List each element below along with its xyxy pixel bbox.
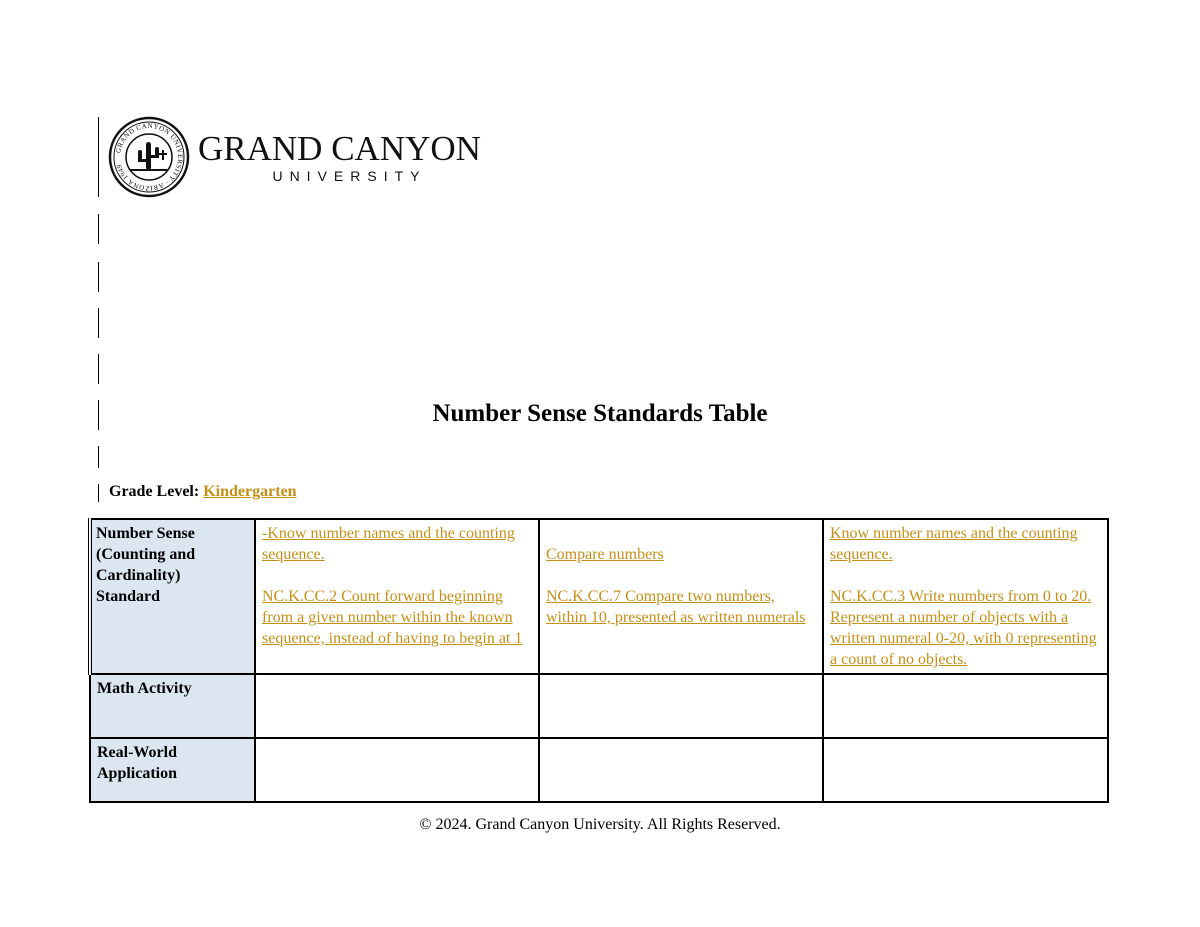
grade-level-value: Kindergarten bbox=[203, 483, 297, 500]
row-header-real-world: Real-World Application bbox=[90, 738, 255, 802]
standards-table bbox=[88, 518, 1109, 803]
standard-text: NC.K.CC.7 Compare two numbers, within 10, presented as written numerals bbox=[546, 588, 806, 626]
revision-bar bbox=[98, 262, 99, 292]
revision-bar bbox=[98, 308, 99, 338]
revision-bar bbox=[98, 354, 99, 384]
math-activity-cell[interactable] bbox=[255, 674, 539, 738]
university-logo bbox=[108, 116, 481, 198]
revision-bar bbox=[98, 446, 99, 468]
logo-name: GRAND CANYON bbox=[198, 129, 481, 168]
standard-text: NC.K.CC.2 Count forward beginning from a given number within the known sequence, instead of having to begin at 1 bbox=[262, 588, 523, 647]
standard-title: Compare numbers bbox=[546, 546, 664, 563]
logo-subtitle: UNIVERSITY bbox=[272, 168, 427, 184]
standard-cell bbox=[539, 519, 823, 674]
page-title: Number Sense Standards Table bbox=[432, 400, 768, 427]
revision-bar bbox=[98, 214, 99, 244]
standard-title: Know number names and the counting sequence. bbox=[830, 525, 1078, 563]
math-activity-cell[interactable] bbox=[823, 674, 1108, 738]
copyright-footer: © 2024. Grand Canyon University. All Rights Reserved. bbox=[419, 816, 781, 833]
svg-text:GRAND CANYON UNIVERSITY · ARIZ: GRAND CANYON UNIVERSITY · ARIZONA 1949 bbox=[114, 121, 185, 193]
grade-level bbox=[109, 483, 297, 501]
university-wordmark bbox=[198, 130, 481, 184]
standard-title: -Know number names and the counting sequence. bbox=[262, 525, 515, 563]
standard-cell bbox=[255, 519, 539, 674]
table-row bbox=[90, 674, 1108, 738]
row-header-math-activity: Math Activity bbox=[90, 674, 255, 738]
real-world-cell[interactable] bbox=[255, 738, 539, 802]
standard-cell bbox=[823, 519, 1108, 674]
revision-bar bbox=[98, 484, 99, 502]
real-world-cell[interactable] bbox=[539, 738, 823, 802]
standard-text: NC.K.CC.3 Write numbers from 0 to 20. Represent a number of objects with a written numeral 0-20, with 0 representing a count of no objects. bbox=[830, 588, 1097, 668]
table-row bbox=[90, 738, 1108, 802]
table-row bbox=[90, 519, 1108, 674]
university-seal-icon bbox=[108, 116, 190, 198]
revision-bar bbox=[98, 117, 99, 197]
grade-level-label: Grade Level: bbox=[109, 483, 200, 500]
row-header-standard: Number Sense (Counting and Cardinality) Standard bbox=[90, 519, 255, 674]
real-world-cell[interactable] bbox=[823, 738, 1108, 802]
math-activity-cell[interactable] bbox=[539, 674, 823, 738]
